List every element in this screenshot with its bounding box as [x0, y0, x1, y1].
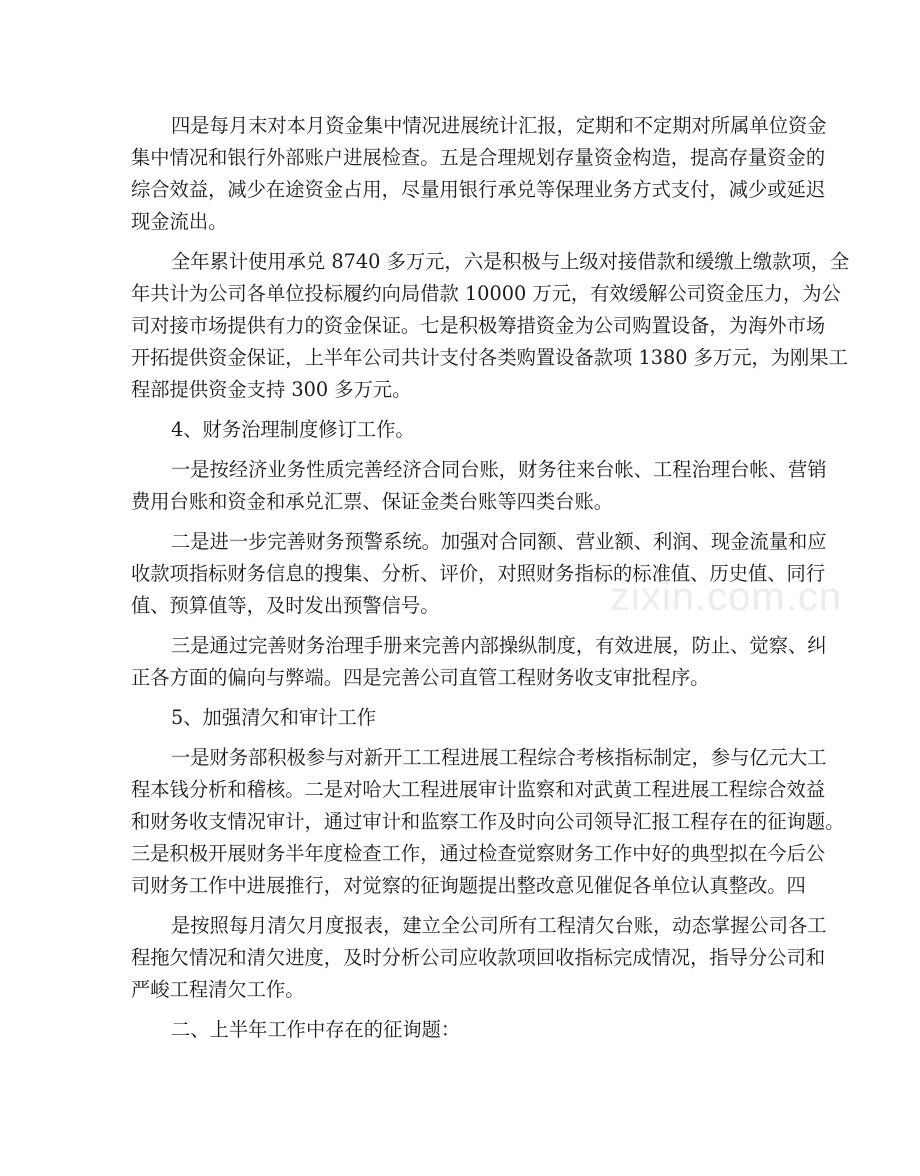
- text-line: 年共计为公司各单位投标履约向局借款 10000 万元，有效缓解公司资金压力，为公: [131, 282, 841, 305]
- text-line: 一是财务部积极参与对新开工工程进展工程综合考核指标制定，参与亿元大工: [171, 746, 827, 769]
- paragraph: [131, 526, 827, 622]
- paragraph: [131, 910, 827, 1006]
- text-line: 二是进一步完善财务预警系统。加强对合同额、营业额、利润、现金流量和应: [171, 530, 827, 553]
- text-line: 程拖欠情况和清欠进度，及时分析公司应收款项回收指标完成情况，指导分公司和: [131, 946, 826, 969]
- text-line: 程本钱分析和稽核。二是对哈大工程进展审计监察和对武黄工程进展工程综合效益: [131, 778, 826, 801]
- text-line: 正各方面的偏向与弊端。四是完善公司直管工程财务收支审批程序。: [131, 666, 710, 689]
- document-body: [131, 110, 850, 1046]
- text-line: 全年累计使用承兑 8740 多万元，六是积极与上级对接借款和缓缴上缴款项，全: [171, 250, 850, 273]
- paragraph-gap: [131, 406, 795, 414]
- text-line: 程部提供资金支持 300 多万元。: [131, 378, 412, 401]
- text-line: 和财务收支情况审计，通过审计和监察工作及时向公司领导汇报工程存在的征询题。: [131, 810, 845, 833]
- paragraph: [131, 110, 827, 238]
- text-line: 综合效益，减少在途资金占用，尽量用银行承兑等保理业务方式支付，减少或延迟: [131, 178, 826, 201]
- text-line: 二、上半年工作中存在的征询题：: [171, 1018, 461, 1041]
- text-line: 现金流出。: [131, 210, 228, 233]
- paragraph: [131, 742, 845, 902]
- paragraph-gap: [131, 1006, 795, 1014]
- paragraph-gap: [131, 238, 795, 246]
- paragraph-gap: [131, 622, 795, 630]
- text-line: 集中情况和银行外部账户进展检查。五是合理规划存量资金构造，提高存量资金的: [131, 146, 826, 169]
- paragraph-gap: [131, 518, 795, 526]
- text-line: 开拓提供资金保证，上半年公司共计支付各类购置设备款项 1380 多万元，为刚果工: [131, 346, 848, 369]
- text-line: 5、加强清欠和审计工作: [171, 706, 377, 729]
- text-line: 司对接市场提供有力的资金保证。七是积极筹措资金为公司购置设备，为海外市场: [131, 314, 826, 337]
- paragraph: [131, 414, 795, 446]
- text-line: 三是通过完善财务治理手册来完善内部操纵制度，有效进展，防止、觉察、纠: [171, 634, 827, 657]
- paragraph-gap: [131, 734, 795, 742]
- paragraph: [131, 246, 850, 406]
- text-line: 一是按经济业务性质完善经济合同台账，财务往来台帐、工程治理台帐、营销: [171, 458, 827, 481]
- paragraph: [131, 1014, 795, 1046]
- text-line: 四是每月末对本月资金集中情况进展统计汇报，定期和不定期对所属单位资金: [171, 114, 827, 137]
- paragraph: [131, 454, 827, 518]
- text-line: 三是积极开展财务半年度检查工作，通过检查觉察财务工作中好的典型拟在今后公: [131, 842, 826, 865]
- watermark: zixin.com.cn: [610, 575, 843, 619]
- paragraph-gap: [131, 902, 795, 910]
- text-line: 是按照每月清欠月度报表，建立全公司所有工程清欠台账，动态掌握公司各工: [171, 914, 827, 937]
- paragraph: [131, 630, 827, 694]
- text-line: 值、预算值等，及时发出预警信号。: [131, 594, 440, 617]
- text-line: 严峻工程清欠工作。: [131, 978, 305, 1001]
- paragraph: [131, 702, 795, 734]
- paragraph-gap: [131, 446, 795, 454]
- paragraph-gap: [131, 694, 795, 702]
- text-line: 费用台账和资金和承兑汇票、保证金类台账等四类台账。: [131, 490, 614, 513]
- text-line: 司财务工作中进展推行，对觉察的征询题提出整改意见催促各单位认真整改。四: [131, 874, 806, 897]
- text-line: 收款项指标财务信息的搜集、分析、评价，对照财务指标的标准值、历史值、同行: [131, 562, 826, 585]
- text-line: 4、财务治理制度修订工作。: [171, 418, 415, 441]
